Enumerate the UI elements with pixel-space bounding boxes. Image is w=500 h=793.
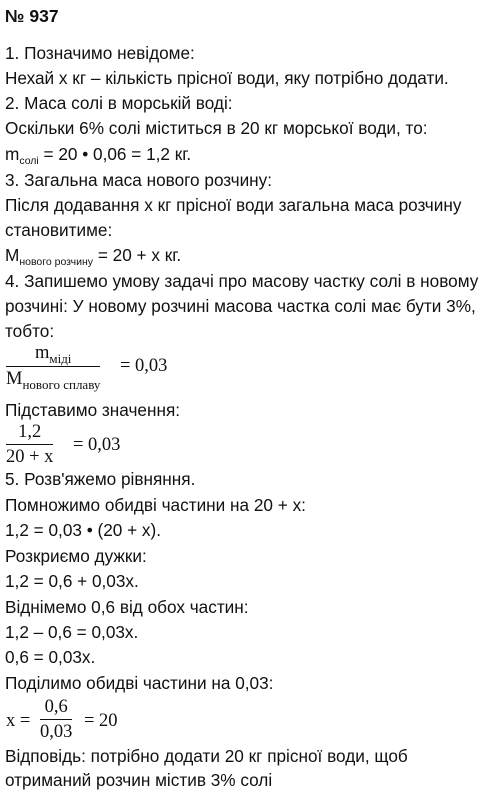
- equation-line: 0,6 = 0,03x.: [5, 647, 96, 667]
- fraction-bar: [6, 444, 53, 445]
- fraction-bar: [6, 366, 100, 367]
- text-line: розчині: У новому розчині масова частка солі має бути 3%,: [5, 296, 476, 316]
- text-line: Підставимо значення:: [5, 400, 181, 420]
- text-line: Розкриємо дужки:: [5, 546, 147, 566]
- math-var: M: [5, 245, 20, 265]
- fraction-numerator: 1,2: [18, 422, 42, 442]
- math-expression: = 20 • 0,06 = 1,2 кг.: [38, 144, 192, 164]
- fraction-bar: [40, 719, 72, 720]
- text-line: Поділимо обидві частини на 0,03:: [5, 673, 274, 693]
- text-line: становитиме:: [5, 220, 113, 240]
- text-line: тобто:: [5, 321, 55, 341]
- math-var: m: [5, 144, 20, 164]
- fraction-numerator: $m_{міді}$: [34, 343, 72, 366]
- fraction-numerator: 0,6: [44, 697, 68, 717]
- text-line: Нехай x кг – кількість прісної води, яку потрібно додати.: [5, 68, 449, 88]
- fraction-solution: [40, 697, 72, 742]
- problem-number: № 937: [5, 6, 59, 26]
- equation-line: 1,2 – 0,6 = 0,03x.: [5, 622, 139, 642]
- answer-line: Відповідь: потрібно додати 20 кг прісної води, щоб: [5, 746, 408, 766]
- text-line: Після додавання x кг прісної води загальна маса розчину: [5, 195, 462, 215]
- total-mass-equation: [5, 245, 181, 268]
- step-1-heading: 1. Позначимо невідоме:: [5, 43, 195, 63]
- math-expression: = 20 + x кг.: [93, 245, 182, 265]
- fraction-denominator: $M_{нового сплаву}$: [6, 369, 101, 393]
- math-subscript: нового розчину: [19, 256, 94, 268]
- step-5-heading: 5. Розв'яжемо рівняння.: [5, 469, 196, 489]
- step-3-heading: 3. Загальна маса нового розчину:: [5, 170, 273, 190]
- fraction-mass-ratio: [6, 343, 101, 393]
- text-line: Віднімемо 0,6 від обох частин:: [5, 597, 249, 617]
- fraction-denominator: 0,03: [40, 722, 73, 743]
- text-line: Помножимо обидві частини на 20 + x:: [5, 495, 306, 515]
- salt-mass-equation: [5, 144, 191, 167]
- fraction-denominator: 20 + x: [6, 447, 54, 468]
- math-subscript: солі: [19, 155, 39, 167]
- formula-rhs: = 20: [84, 711, 118, 731]
- text-line: Оскільки 6% солі міститься в 20 кг морської води, то:: [5, 118, 428, 138]
- equation-line: 1,2 = 0,03 • (20 + x).: [5, 520, 162, 540]
- step-2-heading: 2. Маса солі в морській воді:: [5, 93, 233, 113]
- formula-rhs: = 0,03: [120, 356, 168, 376]
- fraction-substituted: [6, 422, 53, 467]
- equation-line: 1,2 = 0,6 + 0,03x.: [5, 571, 139, 591]
- formula-rhs: = 0,03: [73, 435, 121, 455]
- step-4-heading: 4. Запишемо умову задачі про масову частку солі в новому: [5, 271, 479, 291]
- formula-lhs: x =: [6, 711, 31, 731]
- answer-line: отриманий розчин містив 3% солі: [5, 770, 273, 790]
